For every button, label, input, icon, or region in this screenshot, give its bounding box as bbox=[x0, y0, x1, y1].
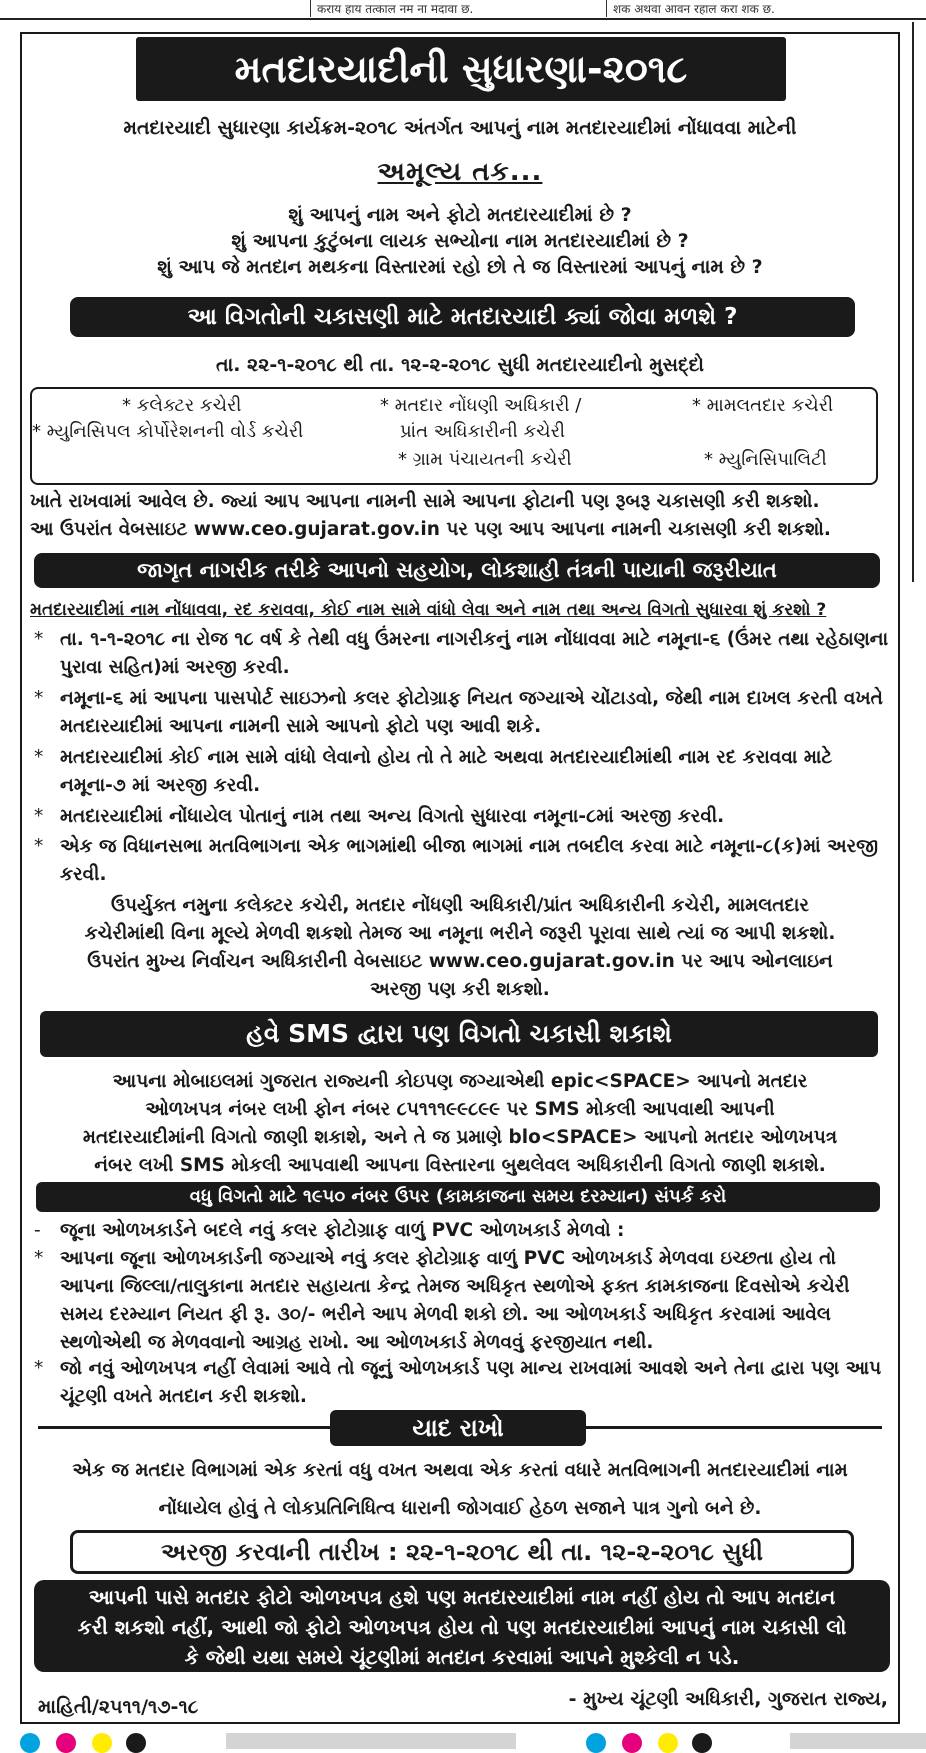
citizen-banner bbox=[34, 553, 880, 588]
remember-banner-text: યાદ રાખો bbox=[412, 1414, 504, 1442]
remember-line: નોંધાયેલ હોવું તે લોકપ્રતિનિધિત્વ ધારાની જોગવાઈ હેઠળ સજાને પાત્ર ગુનો બને છે. bbox=[158, 1498, 762, 1519]
forms-note-line: ઉપરાંત મુખ્ય નિર્વાચન અધિકારીની વેબસાઇટ www.ceo.gujarat.gov.in પર આપ ઓનલાઇન bbox=[87, 951, 833, 972]
grey-scale-bar bbox=[226, 1733, 516, 1749]
office-ero-2: પ્રાંત અધિકારીની કચેરી bbox=[400, 421, 566, 442]
remember-rule-left bbox=[38, 1426, 330, 1429]
sms-line: ઓળખપત્ર નંબર લખી ફોન નંબર ૮૫૧૧૧૯૯૮૯૯ પર SMS મોકલી આપવાથી આપની bbox=[145, 1099, 775, 1120]
where-banner bbox=[70, 297, 855, 337]
forms-note-line: અરજી પણ કરી શકશો. bbox=[370, 979, 550, 1000]
helpline-banner bbox=[36, 1182, 880, 1212]
remember-banner bbox=[330, 1410, 586, 1446]
black-registration-mark bbox=[692, 1733, 712, 1753]
card-item-text: જૂના ઓળખકાર્ડને બદલે નવું કલર ફોટોગ્રાફ વાળું PVC ઓળખકાર્ડ મેળવો : bbox=[60, 1220, 625, 1241]
card-item-text: આપના જૂના ઓળખકાર્ડની જગ્યાએ નવું કલર ફોટોગ્રાફ વાળું PVC ઓળખકાર્ડ મેળવવા ઇચ્છતા હોય તો આપના જિલ્લા/તાલુકાના મતદાર સહાયતા કેન્દ્ર તેમજ અધિકૃત સ્થળોએ ફક્ત કામકાજના દિવસોએ કચેરી સમય દરમ્યાન નિયત ફી રૂ. ૩૦/- ભરીને આપ મેળવી શકો છો. આ ઓળખકાર્ડ અધિકૃત કરવામાં આવેલ સ્થળોએથી જ મેળવવાનો આગ્રહ રાખો. આ ઓળખકાર્ડ મેળવવું ફરજીયાત નથી. bbox=[60, 1248, 850, 1353]
black-registration-mark bbox=[126, 1733, 146, 1753]
card-item-text: જો નવું ઓળખપત્ર નહીં લેવામાં આવે તો જૂનું ઓળખકાર્ડ પણ માન્ય રાખવામાં આવશે અને તેના દ્વારા પણ આપ ચૂંટણી વખતે મતદાન કરી શકશો. bbox=[60, 1358, 882, 1407]
adjacent-text-right: शक अथवा आवन रहाल करा शक छ. bbox=[606, 0, 775, 17]
sms-banner bbox=[40, 1011, 878, 1057]
sms-instructions bbox=[30, 1068, 890, 1180]
magenta-registration-mark bbox=[56, 1733, 76, 1753]
office-gram-panchayat: * ગ્રામ પંચાયતની કચેરી bbox=[398, 449, 572, 470]
yellow-registration-mark bbox=[92, 1733, 112, 1753]
citizen-banner-text: જાગૃત નાગરીક તરીકે આપનો સહયોગ, લોકશાહી તંત્રની પાયાની જરૂરીયાત bbox=[137, 558, 777, 582]
where-banner-text: આ વિગતોની ચકાસણી માટે મતદારયાદી ક્યાં જોવા મળશે ? bbox=[187, 304, 738, 330]
office-ero: * મતદાર નોંધણી અધિકારી / bbox=[380, 395, 582, 416]
sms-banner-text: હવે SMS દ્વારા પણ વિગતો ચકાસી શકાશે bbox=[246, 1019, 672, 1048]
bullet-item: * નમૂના-૬ માં આપના પાસપોર્ટ સાઇઝનો કલર ફોટોગ્રાફ નિયત જગ્યાએ ચોંટાડવો, જેથી નામ દાખલ કરતી વખતે મતદારયાદીમાં આપના નામની સામે આપનો ફોટો પણ આવી શકે. bbox=[34, 685, 894, 741]
remember-rule-right bbox=[586, 1426, 882, 1429]
question-item: શું આપનું નામ અને ફોટો મતદારયાદીમાં છે ? bbox=[288, 204, 632, 226]
card-item: - જૂના ઓળખકાર્ડને બદલે નવું કલર ફોટોગ્રાફ વાળું PVC ઓળખકાર્ડ મેળવો : bbox=[34, 1217, 894, 1245]
sms-line: આપના મોબાઇલમાં ગુજરાત રાજ્યની કોઇપણ જગ્યાએથી epic<SPACE> આપનો મતદાર bbox=[112, 1071, 808, 1092]
verify-text bbox=[30, 488, 900, 544]
bullet-text: મતદારયાદીમાં કોઈ નામ સામે વાંધો લેવાનો હોય તો તે માટે અથવા મતદારયાદીમાંથી નામ રદ કરાવવા માટે નમૂના-૭ માં અરજી કરવી. bbox=[60, 747, 833, 796]
title-banner bbox=[136, 37, 786, 101]
final-note-line: કે જેથી યથા સમયે ચૂંટણીમાં મતદાન કરવામાં આપને મુશ્કેલી ન પડે. bbox=[184, 1645, 740, 1669]
question-item: શું આપ જે મતદાન મથકના વિસ્તારમાં રહો છો તે જ વિસ્તારમાં આપનું નામ છે ? bbox=[157, 256, 763, 278]
bullet-item: * એક જ વિધાનસભા મતવિભાગના એક ભાગમાંથી બીજા ભાગમાં નામ તબદીલ કરવા માટે નમૂના-૮(ક)માં અરજી કરવી. bbox=[34, 833, 894, 889]
final-note-line: કરી શકશો નહીં, આથી જો ફોટો ઓળખપત્ર હોય તો પણ મતદારયાદીમાં આપનું નામ ચકાસી લો bbox=[77, 1615, 847, 1639]
magenta-registration-mark bbox=[622, 1733, 642, 1753]
office-ward: * મ્યુનિસિપલ કોર્પોરેશનની વોર્ડ કચેરી bbox=[32, 421, 304, 442]
cyan-registration-mark bbox=[586, 1733, 606, 1753]
bullet-item: * મતદારયાદીમાં નોંધાયેલ પોતાનું નામ તથા અન્ય વિગતો સુધારવા નમૂના-૮માં અરજી કરવી. bbox=[34, 803, 894, 831]
forms-note-line: ઉપર્યુક્ત નમુના કલેક્ટર કચેરી, મતદાર નોંધણી અધિકારી/પ્રાંત અધિકારીની કચેરી, મામલતદાર bbox=[111, 895, 809, 916]
cyan-registration-mark bbox=[20, 1733, 40, 1753]
verify-line: ખાતે રાખવામાં આવેલ છે. જ્યાં આપ આપના નામની સામે આપના ફોટાની પણ રૂબરૂ ચકાસણી કરી શકશો. bbox=[30, 491, 820, 512]
question-item: શું આપના કુટુંબના લાયક સભ્યોના નામ મતદારયાદીમાં છે ? bbox=[231, 230, 689, 252]
office-list-box bbox=[30, 387, 878, 485]
draft-dates: તા. ૨૨-૧-૨૦૧૮ થી તા. ૧૨-૨-૨૦૧૮ સુધી મતદારયાદીનો મુસદ્દો bbox=[215, 354, 705, 376]
bullet-text: એક જ વિધાનસભા મતવિભાગના એક ભાગમાંથી બીજા ભાગમાં નામ તબદીલ કરવા માટે નમૂના-૮(ક)માં અરજી કરવી. bbox=[60, 836, 879, 885]
release-code: માહિતી/૨૫૧૧/૧૭-૧૮ bbox=[38, 1696, 199, 1718]
office-collector: * કલેક્ટર કચેરી bbox=[122, 395, 242, 416]
bullet-text: મતદારયાદીમાં નોંધાયેલ પોતાનું નામ તથા અન્ય વિગતો સુધારવા નમૂના-૮માં અરજી કરવી. bbox=[60, 806, 725, 827]
column-rule bbox=[0, 18, 926, 20]
question-list bbox=[30, 202, 890, 280]
intro-text: મતદારયાદી સુધારણા કાર્યક્રમ-૨૦૧૮ અંતર્ગત આપનું નામ મતદારયાદીમાં નોંધાવવા માટેની bbox=[123, 117, 797, 139]
card-item: * આપના જૂના ઓળખકાર્ડની જગ્યાએ નવું કલર ફોટોગ્રાફ વાળું PVC ઓળખકાર્ડ મેળવવા ઇચ્છતા હોય તો આપના જિલ્લા/તાલુકાના મતદાર સહાયતા કેન્દ્ર તેમજ અધિકૃત સ્થળોએ ફક્ત કામકાજના દિવસોએ કચેરી સમય દરમ્યાન નિયત ફી રૂ. ૩૦/- ભરીને આપ મેળવી શકો છો. આ ઓળખકાર્ડ અધિકૃત કરવામાં આવેલ સ્થળોએથી જ મેળવવાનો આગ્રહ રાખો. આ ઓળખકાર્ડ મેળવવું ફરજીયાત નથી. bbox=[34, 1245, 894, 1357]
apply-dates-box bbox=[70, 1530, 854, 1574]
forms-note bbox=[30, 892, 890, 1004]
final-note-line: આપની પાસે મતદાર ફોટો ઓળખપત્ર હશે પણ મતદારયાદીમાં નામ નહીં હોય તો આપ મતદાન bbox=[88, 1585, 836, 1609]
signature: - મુખ્ય ચૂંટણી અધિકારી, ગુજરાત રાજ્ય, bbox=[568, 1688, 888, 1710]
apply-dates: અરજી કરવાની તારીખ : ૨૨-૧-૨૦૧૮ થી તા. ૧૨-૨-૨૦૧૮ સુધી bbox=[161, 1538, 763, 1566]
opportunity-heading: અમૂલ્ય તક... bbox=[377, 157, 543, 187]
yellow-registration-mark bbox=[658, 1733, 678, 1753]
bullet-item: * મતદારયાદીમાં કોઈ નામ સામે વાંધો લેવાનો હોય તો તે માટે અથવા મતદારયાદીમાંથી નામ રદ કરાવવા માટે નમૂના-૭ માં અરજી કરવી. bbox=[34, 744, 894, 800]
page-title: મતદારયાદીની સુધારણા-૨૦૧૮ bbox=[234, 47, 688, 91]
sms-line: મતદારયાદીમાંની વિગતો જાણી શકાશે, અને તે જ પ્રમાણે blo<SPACE> આપનો મતદાર ઓળખપત્ર bbox=[82, 1127, 838, 1148]
adjacent-column-strip bbox=[0, 0, 926, 22]
remember-text bbox=[30, 1452, 890, 1528]
bullet-text: નમૂના-૬ માં આપના પાસપોર્ટ સાઇઝનો કલર ફોટોગ્રાફ નિયત જગ્યાએ ચોંટાડવો, જેથી નામ દાખલ કરતી વખતે મતદારયાદીમાં આપના નામની સામે આપનો ફોટો પણ આવી શકે. bbox=[60, 688, 883, 737]
what-to-do-heading: મતદારયાદીમાં નામ નોંધાવવા, રદ કરાવવા, કોઈ નામ સામે વાંધો લેવા અને નામ તથા અન્ય વિગતો સુધારવા શું કરશો ? bbox=[30, 600, 827, 620]
remember-line: એક જ મતદાર વિભાગમાં એક કરતાં વધુ વખત અથવા એક કરતાં વધારે મતવિભાગની મતદારયાદીમાં નામ bbox=[72, 1460, 848, 1481]
bullet-text: તા. ૧-૧-૨૦૧૮ ના રોજ ૧૮ વર્ષ કે તેથી વધુ ઉંમરના નાગરીકનું નામ નોંધાવવા માટે નમૂના-૬ (ઉંમર તથા રહેઠાણના પુરાવા સહિત)માં અરજી કરવી. bbox=[60, 629, 889, 678]
helpline-banner-text: વધુ વિગતો માટે ૧૯૫૦ નંબર ઉપર (કામકાજના સમય દરમ્યાન) સંપર્ક કરો bbox=[189, 1186, 727, 1207]
right-column-rule bbox=[912, 22, 914, 582]
bullet-item: * તા. ૧-૧-૨૦૧૮ ના રોજ ૧૮ વર્ષ કે તેથી વધુ ઉંમરના નાગરીકનું નામ નોંધાવવા માટે નમૂના-૬ (ઉંમર તથા રહેઠાણના પુરાવા સહિત)માં અરજી કરવી. bbox=[34, 626, 894, 682]
office-municipality: * મ્યુનિસિપાલિટી bbox=[704, 449, 827, 470]
sms-line: નંબર લખી SMS મોકલી આપવાથી આપના વિસ્તારના બુથલેવલ અધિકારીની વિગતો જાણી શકાશે. bbox=[94, 1155, 826, 1176]
grey-scale-bar bbox=[790, 1733, 926, 1749]
card-item: * જો નવું ઓળખપત્ર નહીં લેવામાં આવે તો જૂનું ઓળખકાર્ડ પણ માન્ય રાખવામાં આવશે અને તેના દ્વારા પણ આપ ચૂંટણી વખતે મતદાન કરી શકશો. bbox=[34, 1355, 894, 1411]
office-mamlatdar: * મામલતદાર કચેરી bbox=[692, 395, 834, 416]
forms-note-line: કચેરીમાંથી વિના મૂલ્યે મેળવી શકશો તેમજ આ નમૂના ભરીને જરૂરી પૂરાવા સાથે ત્યાં જ આપી શકશો. bbox=[84, 923, 836, 944]
verify-line: આ ઉપરાંત વેબસાઇટ www.ceo.gujarat.gov.in પર પણ આપ આપના નામની ચકાસણી કરી શકશો. bbox=[30, 519, 831, 540]
final-note-banner bbox=[34, 1580, 890, 1672]
adjacent-text-left: कराय हाय तत्काल नम ना मदावा छ. bbox=[310, 0, 473, 17]
